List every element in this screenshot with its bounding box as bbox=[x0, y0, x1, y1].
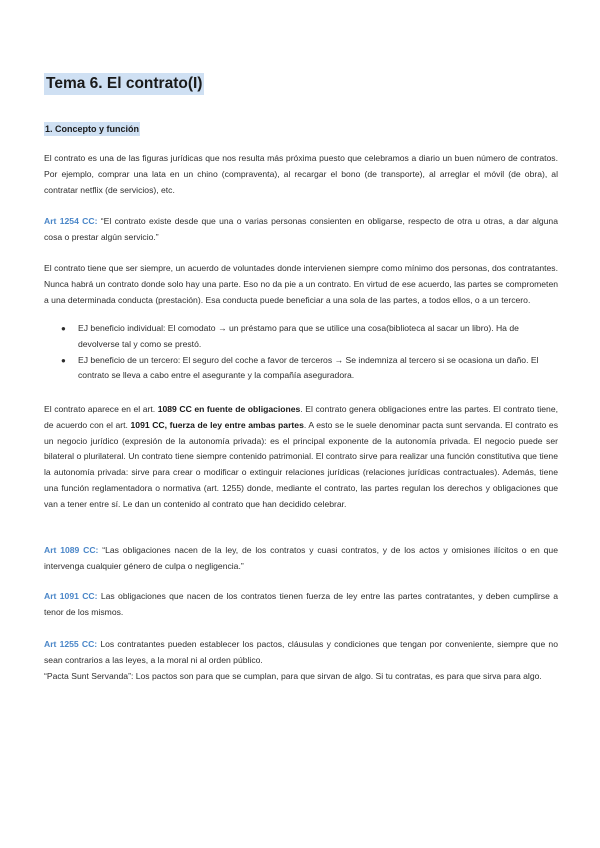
article-1089-ref: Art 1089 CC: bbox=[44, 545, 99, 555]
page-title: Tema 6. El contrato(I) bbox=[44, 73, 204, 95]
article-1255-text: Los contratantes pueden establecer los pactos, cláusulas y condiciones que tengan por conveniente, siempre que no sean contrarios a las leyes, a la moral ni al orden público. bbox=[44, 639, 558, 665]
obligations-text: . El contrato genera obligaciones entre las partes. El contrato tiene, de acuerdo con el art. bbox=[44, 404, 558, 430]
article-1091-emphasis: 1091 CC, fuerza de ley entre ambas partes bbox=[130, 419, 304, 430]
article-1255-quote bbox=[44, 637, 558, 684]
obligations-paragraph bbox=[44, 402, 558, 513]
agreement-paragraph: El contrato tiene que ser siempre, un acuerdo de voluntades donde intervienen siempre como mínimo dos personas, dos contratantes. Nunca habrá un contrato donde solo hay una parte. Eso no da pie a un contrato. En virtud de ese acuerdo, las partes se comprometen a una determinada conducta (prestación). Esa conducta puede beneficiar a una sola de las partes, a todos ellos, o a un tercero. bbox=[44, 263, 558, 305]
article-1091-quote bbox=[44, 589, 558, 621]
list-item bbox=[44, 321, 558, 353]
article-1254-ref: Art 1254 CC: bbox=[44, 216, 98, 226]
obligations-text: . A esto se le suele denominar pacta sunt servanda. El contrato es un negocio jurídico (expresión de la autonomía privada): es el principal exponente de la autonomía privada. El negocio puede ser bilateral o plurilateral. Un contrato tiene siempre contenido patrimonial. El contrato sirve para realizar una función constitutiva que tiene la autonomía privada: sirve para crear o modificar o extinguir relaciones jurídicas (relaciones jurídicas contractuales). Además, tiene una función reglamentadora o normativa (art. 1255) donde, mediante el contrato, las partes regulan los derechos y obligaciones que van a tener entre sí. Le dan un contenido al contrato que han decidido celebrar. bbox=[44, 419, 558, 509]
pacta-sunt-servanda-note: “Pacta Sunt Servanda”: Los pactos son para que se cumplan, para que sirvan de algo. Si tu contratas, es para que sirva para algo. bbox=[44, 670, 542, 681]
bullet-icon: ● bbox=[61, 355, 66, 365]
article-1091-text: Las obligaciones que nacen de los contratos tienen fuerza de ley entre las partes contratantes, y deben cumplirse a tenor de los mismos. bbox=[44, 591, 558, 617]
article-1255-ref: Art 1255 CC: bbox=[44, 639, 98, 649]
article-1254-text: “El contrato existe desde que una o varias personas consienten en obligarse, respecto de otra u otras, a dar alguna cosa o prestar algún servicio.” bbox=[44, 216, 558, 242]
obligations-text: El contrato aparece en el art. bbox=[44, 404, 158, 414]
article-1091-ref: Art 1091 CC: bbox=[44, 591, 98, 601]
list-item-text: EJ beneficio individual: El comodato → un préstamo para que se utilice una cosa(biblioteca al sacar un libro). Ha de devolverse tal y como se prestó. bbox=[78, 323, 519, 349]
article-1089-quote bbox=[44, 543, 558, 575]
examples-list bbox=[44, 321, 558, 384]
article-1254-quote bbox=[44, 214, 558, 246]
article-1089-text: “Las obligaciones nacen de la ley, de los contratos y cuasi contratos, y de los actos y omisiones ilícitos o en que intervenga cualquier género de culpa o negligencia.” bbox=[44, 545, 558, 571]
list-item bbox=[44, 353, 558, 385]
section-heading: 1. Concepto y función bbox=[45, 124, 140, 134]
article-1089-emphasis: 1089 CC en fuente de obligaciones bbox=[157, 404, 301, 414]
list-item-text: EJ beneficio de un tercero: El seguro del coche a favor de terceros → Se indemniza al tercero si se ocasiona un daño. El contrato se lleva a cabo entre el asegurante y la compañía aseguradora. bbox=[78, 354, 539, 381]
bullet-icon: ● bbox=[61, 324, 66, 333]
intro-paragraph: El contrato es una de las figuras jurídicas que nos resulta más próxima puesto que celebramos a diario un buen número de contratos. Por ejemplo, comprar una lata en un chino (compraventa), al recargar el bono (de transporte), al arreglar el móvil (de obra), al contratar netflix (de servicios), etc. bbox=[44, 153, 558, 195]
